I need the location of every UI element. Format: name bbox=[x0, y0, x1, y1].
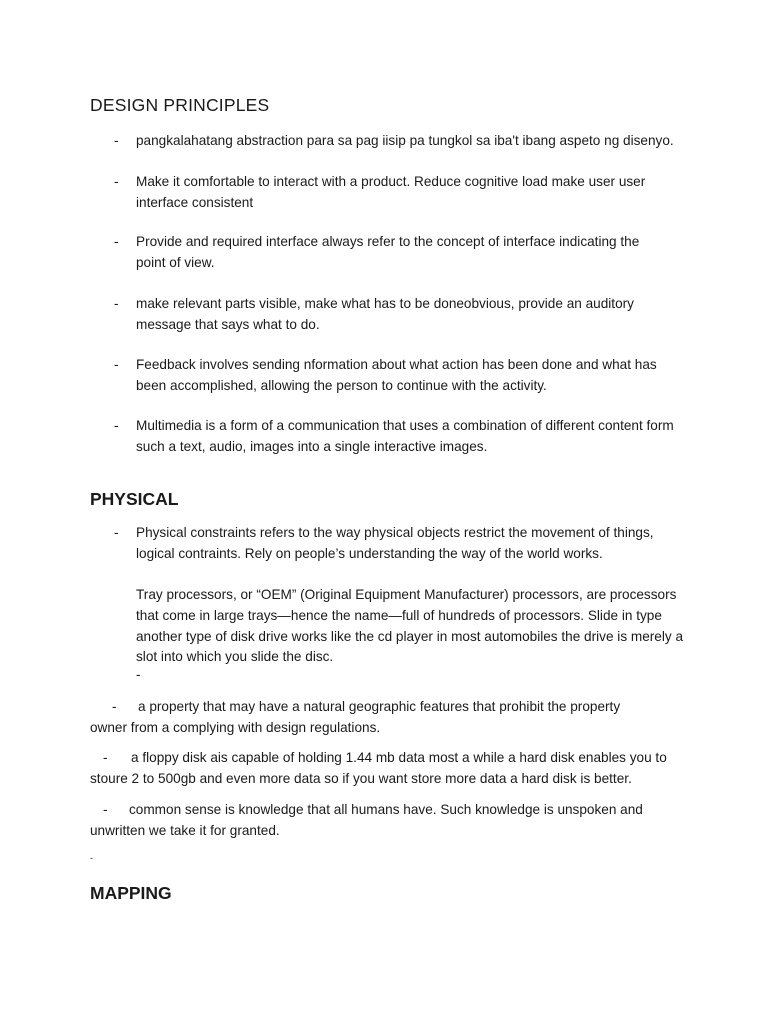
list-item: Make it comfortable to interact with a product. Reduce cognitive load make user user interface consistent bbox=[136, 174, 646, 210]
list-item: Provide and required interface always refer to the concept of interface indicating the point of view. bbox=[136, 234, 640, 270]
heading-physical: PHYSICAL bbox=[90, 489, 179, 509]
list-item: make relevant parts visible, make what has to be doneobvious, provide an auditory message that says what to do. bbox=[136, 296, 634, 332]
paragraph bbox=[90, 697, 660, 739]
list-item: pangkalahatang abstraction para sa pag iisip pa tungkol sa iba't ibang aspeto ng disenyo. bbox=[136, 133, 674, 148]
bullet-dash: - bbox=[114, 174, 119, 189]
bullet-dash: - bbox=[103, 750, 108, 765]
list-item: Feedback involves sending nformation about what action has been done and what has been accomplished, allowing the person to continue with the activity. bbox=[136, 357, 657, 393]
list-item: Multimedia is a form of a communication that uses a combination of different content form such a text, audio, images into a single interactive images. bbox=[136, 418, 674, 454]
heading-mapping: MAPPING bbox=[90, 883, 172, 903]
bullet-dash: - bbox=[114, 418, 119, 433]
bullet-dash: - bbox=[136, 667, 141, 682]
paragraph bbox=[90, 748, 690, 790]
stray-dash: - bbox=[90, 853, 93, 863]
paragraph-text: a floppy disk ais capable of holding 1.44 mb data most a while a hard disk enables you to stoure 2 to 500gb and even more data so if you want store more data a hard disk is better. bbox=[90, 750, 667, 786]
bullet-dash: - bbox=[114, 133, 119, 148]
heading-design-principles: DESIGN PRINCIPLES bbox=[90, 95, 270, 115]
list-item-continuation: Tray processors, or “OEM” (Original Equipment Manufacturer) processors, are processors that come in large trays—hence the name—full of hundreds of processors. Slide in type another type of disk drive works like the cd player in most automobiles the drive is merely a slot into which you slide the disc. bbox=[136, 587, 684, 665]
bullet-dash: - bbox=[114, 296, 119, 311]
paragraph-text: common sense is knowledge that all humans have. Such knowledge is unspoken and unwritten we take it for granted. bbox=[90, 802, 643, 838]
bullet-dash: - bbox=[114, 525, 119, 540]
bullet-dash: - bbox=[103, 802, 108, 817]
paragraph bbox=[90, 800, 660, 842]
bullet-dash: - bbox=[112, 699, 117, 714]
bullet-dash: - bbox=[114, 234, 119, 249]
bullet-dash: - bbox=[114, 357, 119, 372]
paragraph-text: a property that may have a natural geographic features that prohibit the property owner from a complying with design regulations. bbox=[90, 699, 621, 735]
list-item: Physical constraints refers to the way physical objects restrict the movement of things, logical contraints. Rely on people’s understanding the way of the world works. bbox=[136, 525, 654, 561]
